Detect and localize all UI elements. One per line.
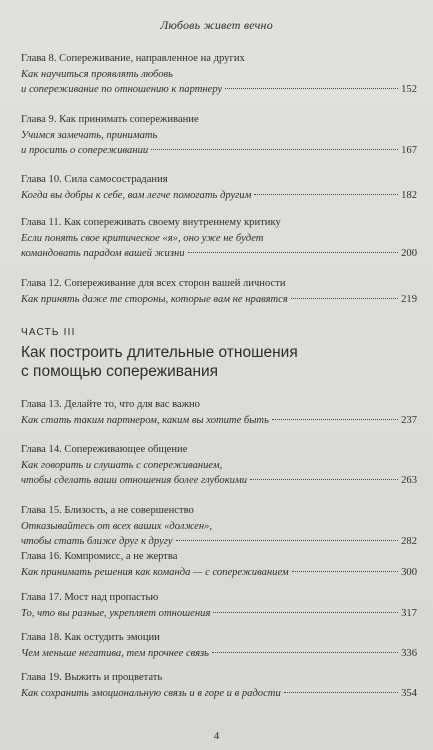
- part-title-line: Как построить длительные отношения: [21, 344, 298, 361]
- page-number: 167: [401, 145, 417, 156]
- toc-entry-ch12: [21, 276, 417, 307]
- chapter-subtitle: Как научиться проявлять любовь: [21, 68, 173, 80]
- leader-dots: [213, 612, 398, 613]
- chapter-subtitle: и просить о сопереживании: [21, 145, 149, 156]
- chapter-title: Глава 16. Компромисс, а не жертва: [21, 551, 178, 562]
- toc-entry-ch9: [21, 112, 417, 159]
- toc-entry-ch16: [21, 549, 417, 580]
- chapter-title: Глава 12. Сопереживание для всех сторон вашей личности: [21, 278, 286, 289]
- chapter-title: Глава 17. Мост над пропастью: [21, 592, 159, 603]
- leader-dots: [176, 540, 398, 541]
- page-number: 354: [401, 687, 417, 699]
- chapter-title: Глава 14. Сопереживающее общение: [21, 444, 188, 455]
- chapter-title: Глава 18. Как остудить эмоции: [21, 632, 160, 643]
- toc-entry-ch11: [21, 215, 417, 262]
- chapter-subtitle: чтобы сделать ваши отношения более глубокими: [21, 475, 248, 486]
- toc-entry-ch18: [21, 630, 417, 661]
- chapter-title: Глава 8. Сопереживание, направленное на других: [21, 53, 245, 64]
- chapter-subtitle: Как принять даже те стороны, которые вам не нравятся: [21, 293, 288, 305]
- part-title-line: с помощью сопереживания: [21, 363, 219, 380]
- chapter-title: Глава 15. Близость, а не совершенство: [21, 505, 194, 516]
- leader-dots: [254, 194, 398, 195]
- page-number: 152: [401, 84, 417, 95]
- toc-entry-ch8: [21, 51, 417, 98]
- folio-page-number: 4: [213, 730, 220, 742]
- chapter-subtitle: Учимся замечать, принимать: [21, 129, 158, 141]
- chapter-subtitle: Чем меньше негатива, тем прочнее связь: [21, 647, 210, 659]
- toc-entry-ch15: [21, 503, 417, 550]
- chapter-subtitle: чтобы стать ближе друг к другу: [21, 536, 173, 547]
- leader-dots: [272, 419, 398, 420]
- chapter-subtitle: Как сохранить эмоциональную связь и в горе и в радости: [21, 687, 281, 699]
- chapter-subtitle: командовать парадом вашей жизни: [21, 248, 185, 259]
- chapter-title: Глава 9. Как принимать сопереживание: [21, 114, 199, 125]
- chapter-title: Глава 13. Делайте то, что для вас важно: [21, 399, 200, 410]
- page-number: 200: [401, 248, 417, 259]
- page-number: 263: [401, 475, 417, 486]
- leader-dots: [284, 692, 398, 693]
- leader-dots: [225, 88, 398, 89]
- page-number: 282: [401, 536, 417, 547]
- page-number: 219: [401, 293, 417, 305]
- chapter-subtitle: Как говорить и слушать с сопереживанием,: [21, 459, 223, 471]
- running-head: Любовь живет вечно: [160, 18, 273, 32]
- leader-dots: [212, 652, 398, 653]
- leader-dots: [151, 149, 398, 150]
- toc-entry-ch10: [21, 172, 417, 203]
- chapter-subtitle: Как стать таким партнером, каким вы хотите быть: [21, 414, 269, 426]
- chapter-subtitle: и сопереживание по отношению к партнеру: [21, 84, 223, 95]
- part-title: [21, 343, 417, 381]
- chapter-subtitle: Когда вы добры к себе, вам легче помогать другим: [21, 189, 252, 201]
- part-label: ЧАСТЬ III: [21, 327, 76, 338]
- toc-entry-ch13: [21, 397, 417, 428]
- leader-dots: [250, 479, 398, 480]
- toc-entry-ch19: [21, 670, 417, 701]
- chapter-title: Глава 10. Сила самосострадания: [21, 174, 168, 185]
- page-number: 182: [401, 189, 417, 201]
- chapter-subtitle: Если понять свое критическое «я», оно уже не будет: [21, 232, 264, 244]
- chapter-subtitle: Как принимать решения как команда — с сопереживанием: [21, 566, 289, 578]
- page-number: 237: [401, 414, 417, 426]
- leader-dots: [188, 252, 399, 253]
- chapter-title: Глава 19. Выжить и процветать: [21, 672, 163, 683]
- chapter-title: Глава 11. Как сопереживать своему внутреннему критику: [21, 217, 281, 228]
- leader-dots: [292, 571, 398, 572]
- toc-entry-ch14: [21, 442, 417, 489]
- page-number: 336: [401, 647, 417, 659]
- page-number: 300: [401, 566, 417, 578]
- leader-dots: [291, 298, 398, 299]
- chapter-subtitle: То, что вы разные, укрепляет отношения: [21, 607, 211, 619]
- page-number: 317: [401, 607, 417, 619]
- chapter-subtitle: Отказывайтесь от всех ваших «должен»,: [21, 520, 213, 532]
- toc-entry-ch17: [21, 590, 417, 621]
